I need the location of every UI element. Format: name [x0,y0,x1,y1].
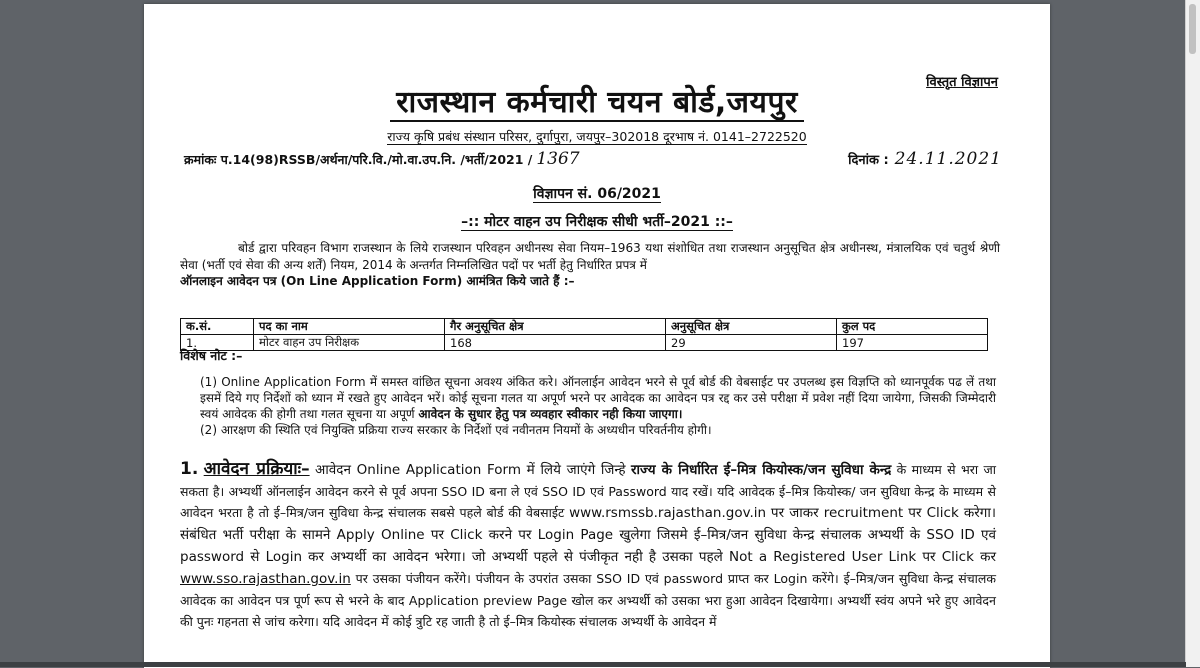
date-handwritten-value: 24.11.2021 [894,149,1002,169]
table-header-cell: अनुसूचित क्षेत्र [666,319,837,335]
table-row [181,335,988,351]
advertisement-number-text: विज्ञापन सं. 06/2021 [533,186,661,202]
table-header-cell: कुल पद [837,319,988,335]
reference-number [184,149,580,169]
table-header-cell: पद का नाम [254,319,445,335]
vertical-scrollbar[interactable] [1185,0,1200,667]
section-heading: आवेदन प्रक्रियाः– [203,459,310,479]
section-application-process [180,459,996,632]
intro-paragraph [180,240,1000,290]
table-cell: मोटर वाहन उप निरीक्षक [254,335,445,351]
table-header-cell: क.सं. [181,319,254,335]
sso-url: www.sso.rajasthan.gov.in [180,571,351,587]
section-text-2: के माध्यम से भरा जा सकता है। अभ्यर्थी ऑनलाईन आवेदन करने से पूर्व अपना SSO ID बना ले एवं SSO ID एवं Password याद रखें। यदि आवेदक ई–मित्र कियोस्क/ जन सुविधा केन्द्र के माध्यम से आवेदन भरता है तो ई–मित्र/जन सुविधा केन्द्र संचालक सबसे पहले बोर्ड की वेबसाईट [180,462,996,520]
section-text-4: पर उसका पंजीयन करेंगे। पंजीयन के उपरांत उसका SSO ID एवं password प्राप्त कर Login करेंगे। ई–मित्र/जन सुविधा केन्द्र संचालक आवेदक का आवेदन पत्र पूर्ण रूप से भरने के बाद Application preview Page खोल कर अभ्यर्थी को उसका भरा हुआ आवेदन दिखायेगा। अभ्यर्थी स्वंय अपने भरे हुए आवेदन की पुनः गहनता से जांच करेगा। यदि आवेदन में कोई त्रुटि रह जाती है तो ई–मित्र कियोस्क संचालक अभ्यर्थी के आवेदन में [180,571,996,629]
special-note-heading: विशेष नोट :– [180,348,243,363]
table-cell: 29 [666,335,837,351]
recruitment-title-text: –:: मोटर वाहन उप निरीक्षक सीधी भर्ती–2021 ::– [461,214,733,230]
date-label: दिनांक : [848,153,889,168]
table-cell: 197 [837,335,988,351]
scrollbar-thumb[interactable] [1189,4,1196,54]
note-1-bold-b: हेतु पत्र व्यवहार स्वीकार नही किया जाएगा। [495,407,683,421]
note-2: (2) आरक्षण की स्थिति एवं नियुक्ति प्रक्रिया राज्य सरकार के निर्देशों एवं नवीनतम नियमों के अध्यधीन परिवर्तनीय होगी। [200,423,712,437]
note-1 [200,374,996,422]
section-number: 1. [180,459,199,479]
viewer-bottom-bar [0,662,1186,667]
advertisement-number [144,184,1050,203]
issue-date [848,149,1002,169]
section-text-3: पर जाकर recruitment पर Click करेगा। संबंधित भर्ती परीक्षा के सामने Apply Online पर Click करने पर Login Page खुलेगा जिसमे ई–मित्र/जन सुविधा केन्द्र संचालक अभ्यर्थी के SSO ID एवं password से Login कर अभ्यर्थी का आवेदन भरेगा। जो अभ्यर्थी पहले से पंजीकृत नही है उसका पहले Not a Registered User Link पर Click कर [180,505,996,565]
reference-handwritten-number: 1367 [536,149,580,169]
rsmssb-url: www.rsmssb.rajasthan.gov.in [569,505,767,521]
section-bold-text: राज्य के निर्धारित ई–मित्र कियोस्क/जन सुविधा केन्द्र [630,462,892,478]
document-page [144,4,1050,668]
board-address-text: राज्य कृषि प्रबंध संस्थान परिसर, दुर्गापुरा, जयपुर–302018 दूरभाष नं. 0141–2722520 [387,129,807,144]
intro-line-1: बोर्ड द्वारा परिवहन विभाग राजस्थान के लिये राजस्थान परिवहन अधीनस्थ सेवा नियम–1963 यथा संशोधित तथा राजस्थान अनुसूचित क्षेत्र अधीनस्थ, मंत्रालयिक एवं चतुर्थ श्रेणी सेवा (भर्ती एवं सेवा की अन्य शर्तें) नियम, 2014 के अन्तर्गत निम्नलिखित पदों पर भर्ती हेतु निर्धारित प्रपत्र में [180,241,1000,272]
advertisement-type: विस्तृत विज्ञापन [926,75,998,90]
board-title [144,80,1050,121]
table-header-row [181,319,988,335]
table-header-cell: गैर अनुसूचित क्षेत्र [445,319,666,335]
posts-table [180,318,988,351]
special-notes [200,374,996,438]
recruitment-title [144,212,1050,231]
intro-line-2: ऑनलाइन आवेदन पत्र (On Line Application Form) आमंत्रित किये जाते हैं :– [180,274,575,288]
note-1-bold-a: आवेदन के सुधार [418,407,492,421]
board-title-text: राजस्थान कर्मचारी चयन बोर्ड,जयपुर [390,85,804,122]
note-1-text: (1) Online Application Form में समस्त वांछित सूचना अवश्य अंकित करे। ऑनलाईन आवेदन भरने से पूर्व बोर्ड की वेबसाईट पर उपलब्ध इस विज्ञप्ति को ध्यानपूर्वक पढ लें तथा इसमें दिये गए निर्देशों को ध्यान में रखते हुए आवेदन भरें। कोई सूचना गलत या अपूर्ण भरने पर आवेदक का आवेदन पत्र रद्द कर उसे परीक्षा में प्रवेश नहीं दिया जायेगा, जिसकी जिम्मेदारी स्वयं आवेदक की होगी तथा गलत सूचना या अपूर्ण [200,375,996,421]
board-address [144,128,1050,145]
table-cell: 1. [181,335,254,351]
table-cell: 168 [445,335,666,351]
section-text-1: आवेदन Online Application Form में लिये जाएंगे जिन्हे [314,462,626,478]
reference-label: क्रमांकः प.14(98)RSSB/अर्थना/परि.वि./मो.वा.उप.नि. /भर्ती/2021 / [184,152,533,167]
